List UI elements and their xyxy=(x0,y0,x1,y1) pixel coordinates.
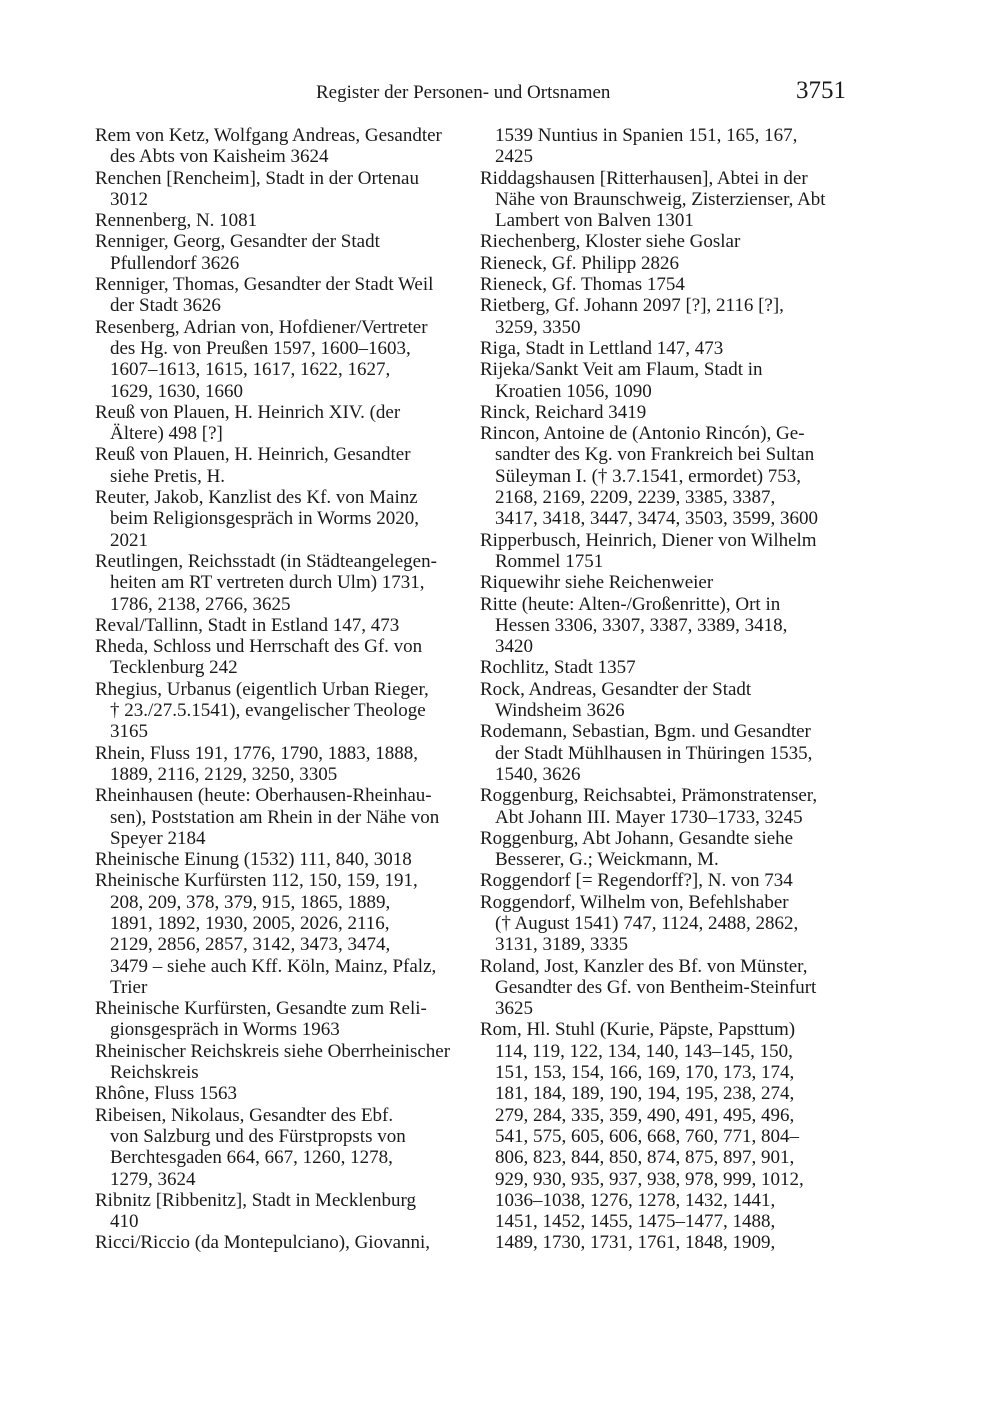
index-entry: Rhegius, Urbanus (eigentlich Urban Rieger, † 23./27.5.1541), evangelischer Theologe 3165 xyxy=(95,678,429,743)
index-entry: Rheinhausen (heute: Oberhausen-Rheinhau- sen), Poststation am Rhein in der Nähe von Speyer 2184 xyxy=(95,785,440,849)
index-entry: Rietberg, Gf. Johann 2097 [?], 2116 [?], 3259, 3350 xyxy=(480,295,784,338)
index-entry: Reuß von Plauen, H. Heinrich, Gesandter siehe Pretis, H. xyxy=(95,444,411,487)
index-entry: Roggenburg, Reichsabtei, Prämonstratenser, Abt Johann III. Mayer 1730–1733, 3245 xyxy=(480,785,818,828)
index-entry: Rem von Ketz, Wolfgang Andreas, Gesandter des Abts von Kaisheim 3624 xyxy=(95,125,442,168)
index-entry: Rijeka/Sankt Veit am Flaum, Stadt in Kroatien 1056, 1090 xyxy=(480,359,763,402)
index-entry: Rhône, Fluss 1563 xyxy=(95,1083,237,1105)
index-entry: Ripperbusch, Heinrich, Diener von Wilhelm Rommel 1751 xyxy=(480,529,817,572)
index-entry: Rhein, Fluss 191, 1776, 1790, 1883, 1888, 1889, 2116, 2129, 3250, 3305 xyxy=(95,742,419,785)
index-entry: Rheinische Kurfürsten, Gesandte zum Reli- gionsgespräch in Worms 1963 xyxy=(95,998,427,1041)
index-entry: Riga, Stadt in Lettland 147, 473 xyxy=(480,337,724,359)
index-entry: Roland, Jost, Kanzler des Bf. von Münster, Gesandter des Gf. von Bentheim-Steinfurt 3625 xyxy=(480,955,817,1020)
running-title: Register der Personen- und Ortsnamen xyxy=(316,82,611,103)
index-column-left xyxy=(95,125,465,1254)
index-entry: Rom, Hl. Stuhl (Kurie, Päpste, Papsttum) 114, 119, 122, 134, 140, 143–145, 150, 151, 153, 154, 166, 169, 170, 173, 174, 181, 184, 189, 190, 194, 195, 238, 274, 279, 284, 335, 359, 490, 491, 495, 496, 541, 575, 605, 606, 668, 760, 771, 804– 806, 823, 844, 850, 874, 875, 897, 901, 929, 930, 935, 937, 938, 978, 999, 1012, 1036–1038, 1276, 1278, 1432, 1441, 1451, 1452, 1455, 1475–1477, 1488, 1489, 1730, 1731, 1761, 1848, 1909, xyxy=(480,1019,804,1254)
index-entry: Rheinische Einung (1532) 111, 840, 3018 xyxy=(95,849,412,871)
index-entry: Rieneck, Gf. Philipp 2826 xyxy=(480,252,679,274)
index-entry: Riquewihr siehe Reichenweier xyxy=(480,572,714,594)
index-entry: Renchen [Rencheim], Stadt in der Ortenau 3012 xyxy=(95,167,419,210)
index-entry: Ritte (heute: Alten-/Großenritte), Ort in Hessen 3306, 3307, 3387, 3389, 3418, 3420 xyxy=(480,593,788,658)
index-entry: Riechenberg, Kloster siehe Goslar xyxy=(480,231,741,253)
index-entry: Rennenberg, N. 1081 xyxy=(95,210,258,232)
index-entry: Rodemann, Sebastian, Bgm. und Gesandter der Stadt Mühlhausen in Thüringen 1535, 1540, 3626 xyxy=(480,721,813,785)
page-number: 3751 xyxy=(796,77,846,104)
index-entry: Reuß von Plauen, H. Heinrich XIV. (der Ältere) 498 [?] xyxy=(95,401,401,445)
index-entry: Rieneck, Gf. Thomas 1754 xyxy=(480,274,685,296)
index-entry: Roggendorf [= Regendorff?], N. von 734 xyxy=(480,870,793,892)
index-entry: Roggenburg, Abt Johann, Gesandte siehe Besserer, G.; Weickmann, M. xyxy=(480,827,794,871)
index-entry: Renniger, Thomas, Gesandter der Stadt Weil der Stadt 3626 xyxy=(95,274,434,317)
index-entry: Roggendorf, Wilhelm von, Befehlshaber († August 1541) 747, 1124, 2488, 2862, 3131, 3189, 3335 xyxy=(480,891,799,956)
index-entry: Riddagshausen [Ritterhausen], Abtei in der Nähe von Braunschweig, Zisterzienser, Abt Lambert von Balven 1301 xyxy=(480,167,826,232)
index-entry: Reval/Tallinn, Stadt in Estland 147, 473 xyxy=(95,614,400,636)
index-entry: Rheinische Kurfürsten 112, 150, 159, 191, 208, 209, 378, 379, 915, 1865, 1889, 1891, 1892, 1930, 2005, 2026, 2116, 2129, 2856, 2857, 3142, 3473, 3474, 3479 – siehe auch Kff. Köln, Mainz, Pfalz, Trier xyxy=(95,870,437,998)
index-entry-continuation: 1539 Nuntius in Spanien 151, 165, 167, 2425 xyxy=(495,125,798,168)
index-entry: Rochlitz, Stadt 1357 xyxy=(480,657,636,679)
index-entry: Rheinischer Reichskreis siehe Oberrheinischer Reichskreis xyxy=(95,1040,451,1084)
index-column-right xyxy=(480,125,850,1254)
index-entry: Rheda, Schloss und Herrschaft des Gf. von Tecklenburg 242 xyxy=(95,636,423,679)
index-entry: Resenberg, Adrian von, Hofdiener/Vertreter des Hg. von Preußen 1597, 1600–1603, 1607–1613, 1615, 1617, 1622, 1627, 1629, 1630, 1660 xyxy=(95,316,428,402)
index-entry: Rincon, Antoine de (Antonio Rincón), Ge- sandter des Kg. von Frankreich bei Sultan Süleyman I. († 3.7.1541, ermordet) 753, 2168, 2169, 2209, 2239, 3385, 3387, 3417, 3418, 3447, 3474, 3503, 3599, 3600 xyxy=(480,423,818,530)
index-entry: Rinck, Reichard 3419 xyxy=(480,401,647,423)
index-entry: Reuter, Jakob, Kanzlist des Kf. von Mainz beim Religionsgespräch in Worms 2020, 2021 xyxy=(95,487,419,551)
index-entry: Ribnitz [Ribbenitz], Stadt in Mecklenburg 410 xyxy=(95,1189,417,1233)
index-entry: Renniger, Georg, Gesandter der Stadt Pfullendorf 3626 xyxy=(95,231,380,274)
index-entry: Ribeisen, Nikolaus, Gesandter des Ebf. von Salzburg und des Fürstpropsts von Berchtesgaden 664, 667, 1260, 1278, 1279, 3624 xyxy=(95,1104,406,1190)
index-entry: Reutlingen, Reichsstadt (in Städteangelegen- heiten am RT vertreten durch Ulm) 1731, 1786, 2138, 2766, 3625 xyxy=(95,550,437,615)
index-entry: Rock, Andreas, Gesandter der Stadt Windsheim 3626 xyxy=(480,678,752,722)
index-entry: Ricci/Riccio (da Montepulciano), Giovanni, xyxy=(95,1232,431,1254)
